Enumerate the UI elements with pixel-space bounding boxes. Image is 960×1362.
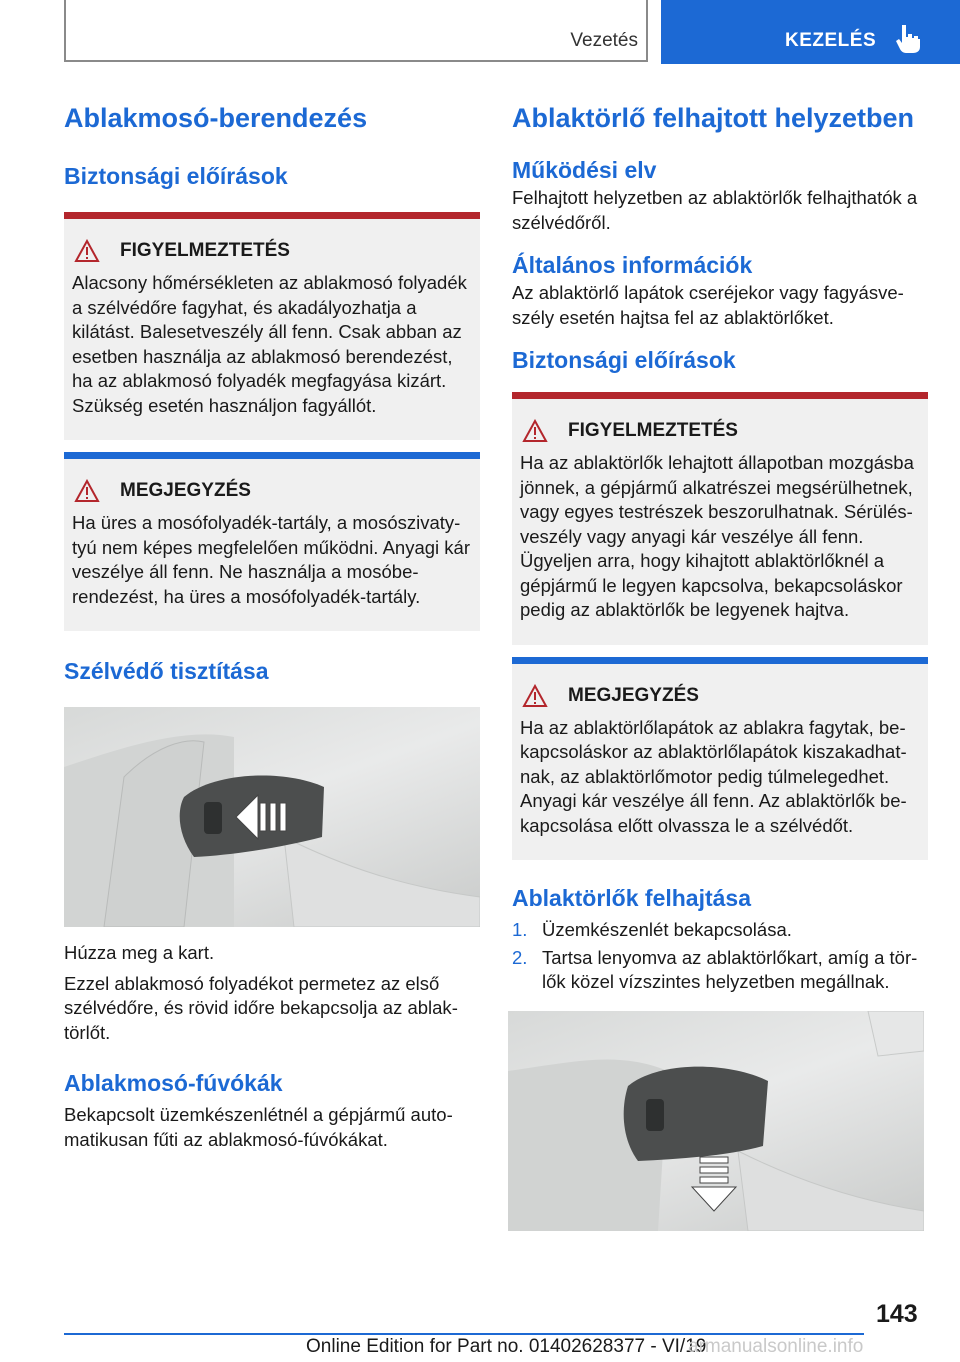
warning-triangle-icon (74, 479, 100, 503)
footer-divider (64, 1333, 864, 1335)
list-item (512, 918, 928, 943)
chapter-label: KEZELÉS (785, 30, 877, 51)
fold-steps (512, 918, 928, 995)
warning-triangle-icon (522, 684, 548, 708)
nozzles-text: Bekapcsolt üzemkészenlétnél a gépjármű automatikusan fűti az ablakmosó-fúvókákat. (64, 1104, 453, 1150)
warning-label: FIGYELMEZTETÉS (120, 240, 290, 261)
footer-watermark: armanualsonline.info (688, 1336, 864, 1357)
page-number: 143 (876, 1300, 918, 1328)
principle-heading: Működési elv (512, 157, 657, 183)
chapter-tab[interactable] (661, 0, 960, 64)
step-text: Üzemkészenlét bekapcsolása. (542, 919, 792, 940)
note-label: MEGJEGYZÉS (120, 480, 251, 501)
wiper-stalk-pull-illustration (64, 707, 480, 927)
safety-heading: Biztonsági előírások (64, 163, 288, 189)
list-item (512, 946, 928, 995)
step-text: Tartsa lenyomva az ablaktörlőkart, amíg a törlők közel vízszintes helyzetben megállnak. (542, 946, 918, 992)
warning-box (64, 212, 480, 440)
section-title: Ablakmosó-berendezés (64, 103, 368, 133)
general-text: Az ablaktörlő lapátok cseréjekor vagy fagyásveszély esetén hajtsa fel az ablaktörlőket. (512, 282, 904, 328)
clean-step: Húzza meg a kart. (64, 942, 215, 963)
fold-heading: Ablaktörlők felhajtása (512, 885, 752, 911)
clean-heading: Szélvédő tisztítása (64, 658, 269, 684)
principle-text: Felhajtott helyzetben az ablaktörlők felhajthatók a szélvédőről. (512, 187, 918, 233)
header-frame (64, 0, 648, 62)
step-number: 1. (512, 919, 528, 940)
step-number: 2. (512, 946, 528, 968)
safety-heading: Biztonsági előírások (512, 347, 736, 373)
note-text: Ha az ablaktörlőlapátok az ablakra fagytak, bekapcsoláskor az ablaktörlőlapátok kiszakadhatnak, az ablaktörlőmotor pedig túlmelegedhet. Anyagi kár veszélye áll fenn. Az ablaktörlők bekapcsolása előtt olvassza le a szélvédőt. (520, 716, 907, 836)
warning-text: Ha az ablaktörlők lehajtott állapotban mozgásba jönnek, a gépjármű alkatrészei megsérülhetnek, vagy egyes testrészek beszorulhatnak. Sérülésveszély vagy anyagi kár veszélye áll fenn. Ügyeljen arra, hogy kihajtott ablaktörlőknél a gépjármű le legyen kapcsolva, bekapcsoláskor pedig az ablaktörlők be legyenek hajtva. (520, 452, 914, 620)
note-text: Ha üres a mosófolyadék-tartály, a mosószivatytyú nem képes megfelelően működni. Anyagi kár veszélye áll fenn. Ne használja a mosóberendezést, ha üres a mosófolyadék-tartály. (72, 512, 470, 607)
warning-box (512, 392, 928, 645)
warning-text: Alacsony hőmérsékleten az ablakmosó folyadék a szélvédőre fagyhat, és akadályozhatja a kilátást. Balesetveszély áll fenn. Csak abban az esetben használja az ablakmosó berendezést, ha az ablakmosó folyadék megfagyása kizárt. Szükség esetén használjon fagyállót. (72, 272, 467, 416)
pointing-hand-icon (893, 22, 925, 54)
right-column (512, 100, 928, 1231)
warning-triangle-icon (522, 419, 548, 443)
note-box (512, 657, 928, 861)
general-heading: Általános információk (512, 252, 753, 278)
nozzles-heading: Ablakmosó-fúvókák (64, 1070, 283, 1096)
footer-edition: Online Edition for Part no. 01402628377 - VI/19 (306, 1336, 707, 1357)
left-column (64, 100, 480, 1152)
section-title: Ablaktörlő felhajtott helyzetben (512, 103, 915, 133)
note-label: MEGJEGYZÉS (568, 684, 699, 706)
clean-text: Ezzel ablakmosó folyadékot permetez az első szélvédőre, és rövid időre bekapcsolja az ablaktörlőt. (64, 972, 458, 1043)
note-box (64, 452, 480, 631)
wiper-stalk-push-illustration (508, 1011, 924, 1231)
warning-label: FIGYELMEZTETÉS (568, 420, 738, 441)
header-section-label: Vezetés (570, 30, 638, 51)
warning-triangle-icon (74, 239, 100, 263)
